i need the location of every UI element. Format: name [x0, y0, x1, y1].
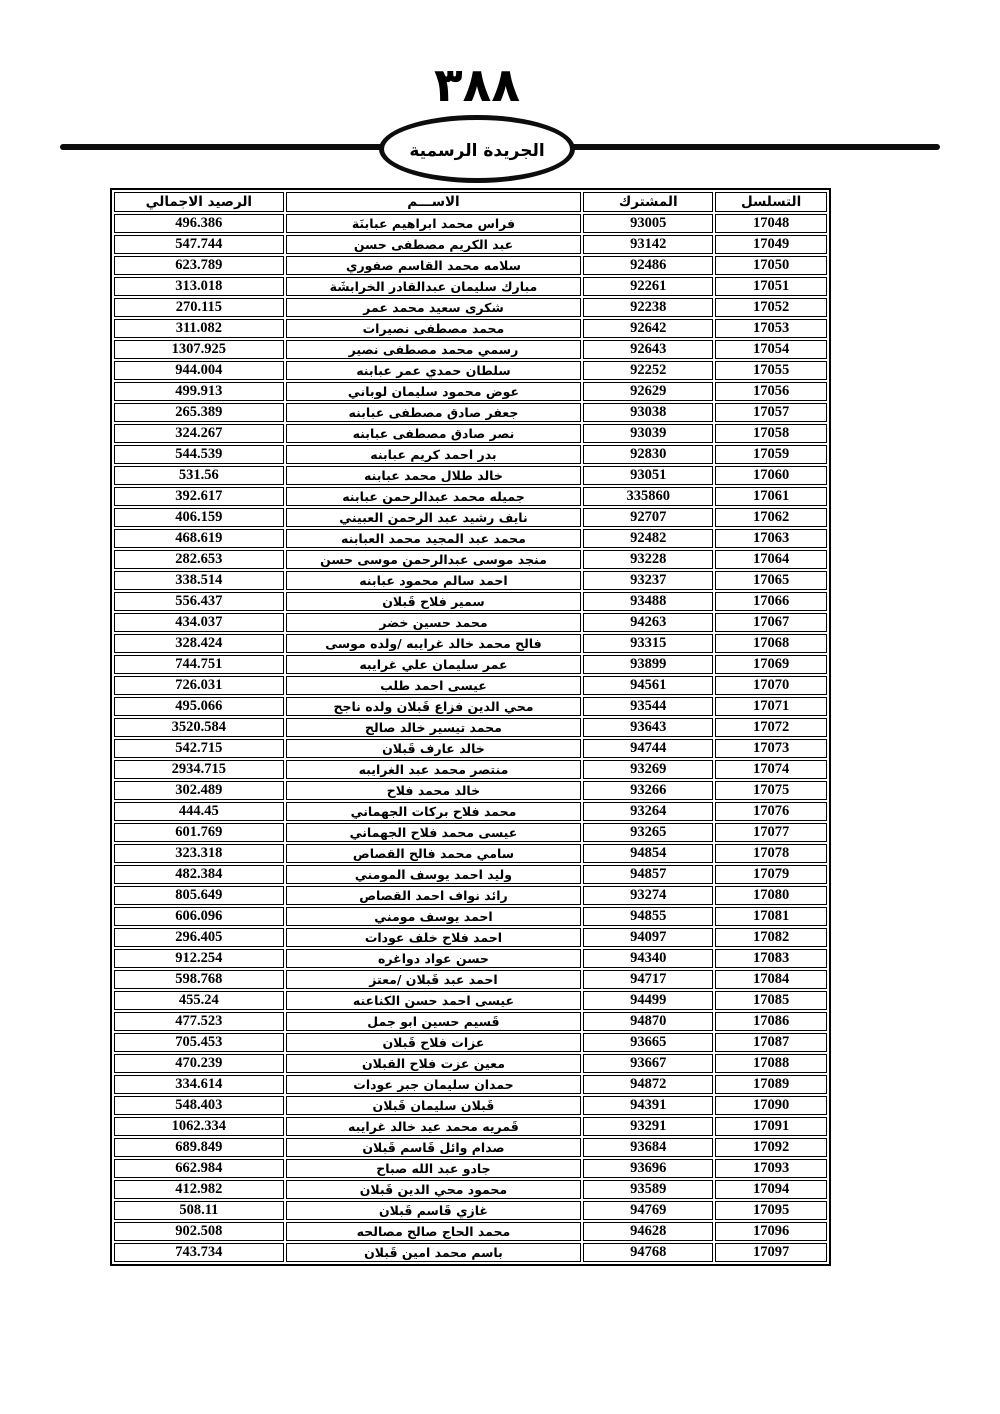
table-row	[114, 403, 827, 422]
table-row	[114, 508, 827, 527]
balance-cell: 542.715	[114, 739, 284, 758]
subscriber-cell: 92252	[583, 361, 713, 380]
subscriber-cell: 93142	[583, 235, 713, 254]
balance-cell: 912.254	[114, 949, 284, 968]
subscriber-cell: 93488	[583, 592, 713, 611]
subscriber-cell: 92486	[583, 256, 713, 275]
subscriber-cell: 94263	[583, 613, 713, 632]
serial-cell: 17076	[715, 802, 827, 821]
balance-cell: 482.384	[114, 865, 284, 884]
balance-cell: 338.514	[114, 571, 284, 590]
table-row	[114, 424, 827, 443]
subscriber-cell: 93291	[583, 1117, 713, 1136]
name-cell: صدام وائل قَاسم قَبلان	[286, 1138, 582, 1157]
name-cell: قَمريه محمد عيد خالد غرايبه	[286, 1117, 582, 1136]
table-row	[114, 319, 827, 338]
subscriber-cell: 335860	[583, 487, 713, 506]
serial-cell: 17065	[715, 571, 827, 590]
subscriber-cell: 94717	[583, 970, 713, 989]
balance-cell: 477.523	[114, 1012, 284, 1031]
name-cell: سلطان حمدي عمر عبابنه	[286, 361, 582, 380]
balance-cell: 455.24	[114, 991, 284, 1010]
balance-cell: 323.318	[114, 844, 284, 863]
table-body	[114, 214, 827, 1262]
name-cell: باسم محمد امين قَبلان	[286, 1243, 582, 1262]
balance-cell: 412.982	[114, 1180, 284, 1199]
balance-cell: 282.653	[114, 550, 284, 569]
serial-cell: 17071	[715, 697, 827, 716]
page-number: ٣٨٨	[433, 58, 521, 113]
table-row	[114, 235, 827, 254]
balance-cell: 531.56	[114, 466, 284, 485]
name-cell: خالد طلال محمد عبابنه	[286, 466, 582, 485]
subscriber-cell: 93643	[583, 718, 713, 737]
subscriber-cell: 94872	[583, 1075, 713, 1094]
balance-cell: 726.031	[114, 676, 284, 695]
table-row	[114, 529, 827, 548]
table-row	[114, 256, 827, 275]
serial-cell: 17063	[715, 529, 827, 548]
subscriber-cell: 94744	[583, 739, 713, 758]
balance-cell: 334.614	[114, 1075, 284, 1094]
serial-cell: 17095	[715, 1201, 827, 1220]
balance-cell: 606.096	[114, 907, 284, 926]
subscriber-cell: 92642	[583, 319, 713, 338]
serial-cell: 17082	[715, 928, 827, 947]
subscriber-cell: 94854	[583, 844, 713, 863]
serial-cell: 17049	[715, 235, 827, 254]
balance-cell: 662.984	[114, 1159, 284, 1178]
subscriber-cell: 94499	[583, 991, 713, 1010]
balance-cell: 805.649	[114, 886, 284, 905]
serial-cell: 17068	[715, 634, 827, 653]
subscriber-cell: 93264	[583, 802, 713, 821]
balance-cell: 392.617	[114, 487, 284, 506]
name-cell: غازي قَاسم قَبلان	[286, 1201, 582, 1220]
subscriber-cell: 92643	[583, 340, 713, 359]
name-cell: احمد عبد قَبلان /معتز	[286, 970, 582, 989]
gazette-banner-ellipse	[379, 115, 575, 183]
subscriber-cell: 94768	[583, 1243, 713, 1262]
serial-cell: 17094	[715, 1180, 827, 1199]
serial-cell: 17097	[715, 1243, 827, 1262]
serial-cell: 17080	[715, 886, 827, 905]
name-cell: محمد فلاح بركات الجهماني	[286, 802, 582, 821]
table-row	[114, 928, 827, 947]
column-header-name: الاســـم	[286, 192, 582, 212]
serial-cell: 17066	[715, 592, 827, 611]
subscriber-cell: 93265	[583, 823, 713, 842]
name-cell: فالح محمد خالد غرايبه /ولده موسى	[286, 634, 582, 653]
name-cell: جادو عبد الله صباح	[286, 1159, 582, 1178]
serial-cell: 17053	[715, 319, 827, 338]
name-cell: قَسيم حسين ابو جمل	[286, 1012, 582, 1031]
serial-cell: 17081	[715, 907, 827, 926]
name-cell: جعفر صادق مصطفى عبابنه	[286, 403, 582, 422]
name-cell: عبد الكريم مصطفى حسن	[286, 235, 582, 254]
balance-cell: 547.744	[114, 235, 284, 254]
table-row	[114, 1096, 827, 1115]
name-cell: عيسى محمد فلاح الجهماني	[286, 823, 582, 842]
balance-cell: 496.386	[114, 214, 284, 233]
name-cell: رائد نواف احمد القصاص	[286, 886, 582, 905]
table-row	[114, 340, 827, 359]
subscriber-cell: 94391	[583, 1096, 713, 1115]
subscriber-cell: 94855	[583, 907, 713, 926]
name-cell: معين عزت فلاح القبلان	[286, 1054, 582, 1073]
name-cell: عمر سليمان علي غرايبه	[286, 655, 582, 674]
table-row	[114, 445, 827, 464]
serial-cell: 17087	[715, 1033, 827, 1052]
subscriber-cell: 93544	[583, 697, 713, 716]
table-row	[114, 949, 827, 968]
name-cell: رسمي محمد مصطفى نصير	[286, 340, 582, 359]
table-row	[114, 739, 827, 758]
subscriber-cell: 94561	[583, 676, 713, 695]
balance-cell: 623.789	[114, 256, 284, 275]
subscriber-cell: 92707	[583, 508, 713, 527]
name-cell: محمود محي الدين قَبلان	[286, 1180, 582, 1199]
subscriber-cell: 93051	[583, 466, 713, 485]
subscriber-cell: 94870	[583, 1012, 713, 1031]
table-row	[114, 1201, 827, 1220]
name-cell: محمد تيسير خالد صالح	[286, 718, 582, 737]
table-row	[114, 487, 827, 506]
subscriber-cell: 93005	[583, 214, 713, 233]
table-row	[114, 802, 827, 821]
balance-cell: 689.849	[114, 1138, 284, 1157]
subscriber-cell: 92261	[583, 277, 713, 296]
balance-cell: 508.11	[114, 1201, 284, 1220]
table-row	[114, 718, 827, 737]
name-cell: محي الدين فزاع قَبلان ولده ناجح	[286, 697, 582, 716]
name-cell: جميله محمد عبدالرحمن عبابنه	[286, 487, 582, 506]
serial-cell: 17055	[715, 361, 827, 380]
serial-cell: 17048	[715, 214, 827, 233]
table-row	[114, 298, 827, 317]
subscriber-cell: 93589	[583, 1180, 713, 1199]
table-row	[114, 1180, 827, 1199]
name-cell: شكرى سعيد محمد عمر	[286, 298, 582, 317]
serial-cell: 17083	[715, 949, 827, 968]
name-cell: سمير فلاح قَبلان	[286, 592, 582, 611]
balance-cell: 444.45	[114, 802, 284, 821]
subscriber-cell: 93315	[583, 634, 713, 653]
subscriber-cell: 93899	[583, 655, 713, 674]
serial-cell: 17091	[715, 1117, 827, 1136]
table-row	[114, 571, 827, 590]
name-cell: خالد عارف قَبلان	[286, 739, 582, 758]
name-cell: احمد يوسف مومني	[286, 907, 582, 926]
subscriber-cell: 94857	[583, 865, 713, 884]
name-cell: نايف رشيد عبد الرحمن العبيني	[286, 508, 582, 527]
table-row	[114, 823, 827, 842]
name-cell: عزات فلاح قَبلان	[286, 1033, 582, 1052]
table-row	[114, 1054, 827, 1073]
table-row	[114, 214, 827, 233]
column-header-subscriber: المشترك	[583, 192, 713, 212]
name-cell: منتصر محمد عبد الغرايبه	[286, 760, 582, 779]
balance-cell: 556.437	[114, 592, 284, 611]
subscriber-cell: 93038	[583, 403, 713, 422]
serial-cell: 17078	[715, 844, 827, 863]
balance-cell: 601.769	[114, 823, 284, 842]
subscriber-cell: 93039	[583, 424, 713, 443]
name-cell: حسن عواد دواغره	[286, 949, 582, 968]
serial-cell: 17085	[715, 991, 827, 1010]
table-row	[114, 466, 827, 485]
table-row	[114, 907, 827, 926]
subscriber-cell: 94628	[583, 1222, 713, 1241]
serial-cell: 17088	[715, 1054, 827, 1073]
name-cell: محمد مصطفى نصيرات	[286, 319, 582, 338]
table-row	[114, 844, 827, 863]
serial-cell: 17093	[715, 1159, 827, 1178]
serial-cell: 17073	[715, 739, 827, 758]
column-header-balance: الرصيد الاجمالي	[114, 192, 284, 212]
serial-cell: 17089	[715, 1075, 827, 1094]
table-row	[114, 781, 827, 800]
balance-cell: 598.768	[114, 970, 284, 989]
name-cell: خالد محمد فلاح	[286, 781, 582, 800]
subscribers-table	[110, 188, 831, 1266]
balance-cell: 1307.925	[114, 340, 284, 359]
balance-cell: 902.508	[114, 1222, 284, 1241]
serial-cell: 17079	[715, 865, 827, 884]
serial-cell: 17067	[715, 613, 827, 632]
table-row	[114, 865, 827, 884]
subscriber-cell: 93274	[583, 886, 713, 905]
serial-cell: 17096	[715, 1222, 827, 1241]
table-row	[114, 592, 827, 611]
subscriber-cell: 94097	[583, 928, 713, 947]
table-row	[114, 361, 827, 380]
serial-cell: 17084	[715, 970, 827, 989]
serial-cell: 17072	[715, 718, 827, 737]
serial-cell: 17056	[715, 382, 827, 401]
name-cell: مبارك سليمان عبدالقادر الخرابشَة	[286, 277, 582, 296]
subscriber-cell: 93266	[583, 781, 713, 800]
serial-cell: 17060	[715, 466, 827, 485]
table-row	[114, 1012, 827, 1031]
subscriber-cell: 93665	[583, 1033, 713, 1052]
balance-cell: 313.018	[114, 277, 284, 296]
table-row	[114, 1075, 827, 1094]
serial-cell: 17074	[715, 760, 827, 779]
balance-cell: 499.913	[114, 382, 284, 401]
name-cell: منجد موسى عبدالرحمن موسى حسن	[286, 550, 582, 569]
balance-cell: 744.751	[114, 655, 284, 674]
serial-cell: 17075	[715, 781, 827, 800]
name-cell: بدر احمد كريم عبابنه	[286, 445, 582, 464]
balance-cell: 944.004	[114, 361, 284, 380]
subscriber-cell: 93228	[583, 550, 713, 569]
subscriber-cell: 92482	[583, 529, 713, 548]
balance-cell: 495.066	[114, 697, 284, 716]
table-row	[114, 277, 827, 296]
table-row	[114, 1138, 827, 1157]
name-cell: محمد الحاج صالح مصالحه	[286, 1222, 582, 1241]
table-row	[114, 1243, 827, 1262]
balance-cell: 302.489	[114, 781, 284, 800]
serial-cell: 17070	[715, 676, 827, 695]
table-row	[114, 697, 827, 716]
table-row	[114, 613, 827, 632]
balance-cell: 544.539	[114, 445, 284, 464]
balance-cell: 265.389	[114, 403, 284, 422]
name-cell: سلامه محمد القاسم صفوري	[286, 256, 582, 275]
table-row	[114, 760, 827, 779]
table-row	[114, 886, 827, 905]
table-row	[114, 634, 827, 653]
name-cell: عيسى احمد طلب	[286, 676, 582, 695]
name-cell: حمدان سليمان جبر عودات	[286, 1075, 582, 1094]
balance-cell: 296.405	[114, 928, 284, 947]
balance-cell: 470.239	[114, 1054, 284, 1073]
column-header-serial: التسلسل	[715, 192, 827, 212]
serial-cell: 17064	[715, 550, 827, 569]
table-row	[114, 550, 827, 569]
serial-cell: 17092	[715, 1138, 827, 1157]
table-header	[114, 192, 827, 212]
table-row	[114, 1117, 827, 1136]
balance-cell: 2934.715	[114, 760, 284, 779]
balance-cell: 311.082	[114, 319, 284, 338]
name-cell: احمد سالم محمود عبابنه	[286, 571, 582, 590]
balance-cell: 270.115	[114, 298, 284, 317]
serial-cell: 17086	[715, 1012, 827, 1031]
serial-cell: 17052	[715, 298, 827, 317]
subscriber-cell: 93667	[583, 1054, 713, 1073]
subscriber-cell: 94340	[583, 949, 713, 968]
table-row	[114, 991, 827, 1010]
balance-cell: 324.267	[114, 424, 284, 443]
name-cell: احمد فلاح خلف عودات	[286, 928, 582, 947]
serial-cell: 17090	[715, 1096, 827, 1115]
subscriber-cell: 93237	[583, 571, 713, 590]
subscriber-cell: 92629	[583, 382, 713, 401]
table-header-row	[114, 192, 827, 212]
table-row	[114, 676, 827, 695]
subscriber-cell: 93684	[583, 1138, 713, 1157]
gazette-banner-title: الجريدة الرسمية	[409, 141, 545, 161]
serial-cell: 17059	[715, 445, 827, 464]
table-row	[114, 1033, 827, 1052]
table-row	[114, 655, 827, 674]
table-row	[114, 970, 827, 989]
name-cell: عوض محمود سليمان لوباني	[286, 382, 582, 401]
balance-cell: 1062.334	[114, 1117, 284, 1136]
subscriber-cell: 92238	[583, 298, 713, 317]
balance-cell: 743.734	[114, 1243, 284, 1262]
serial-cell: 17077	[715, 823, 827, 842]
balance-cell: 468.619	[114, 529, 284, 548]
balance-cell: 705.453	[114, 1033, 284, 1052]
balance-cell: 406.159	[114, 508, 284, 527]
subscriber-cell: 93269	[583, 760, 713, 779]
name-cell: فراس محمد ابراهيم عبابنَة	[286, 214, 582, 233]
serial-cell: 17054	[715, 340, 827, 359]
name-cell: محمد عبد المجيد محمد العبابنه	[286, 529, 582, 548]
serial-cell: 17050	[715, 256, 827, 275]
subscribers-table-wrap	[110, 188, 831, 1266]
name-cell: سامي محمد فالح القصاص	[286, 844, 582, 863]
name-cell: قَبلان سليمان قَبلان	[286, 1096, 582, 1115]
name-cell: عيسى احمد حسن الكناعنه	[286, 991, 582, 1010]
subscriber-cell: 93696	[583, 1159, 713, 1178]
serial-cell: 17051	[715, 277, 827, 296]
serial-cell: 17061	[715, 487, 827, 506]
balance-cell: 434.037	[114, 613, 284, 632]
table-row	[114, 1222, 827, 1241]
subscriber-cell: 94769	[583, 1201, 713, 1220]
name-cell: وليد احمد يوسف المومني	[286, 865, 582, 884]
balance-cell: 548.403	[114, 1096, 284, 1115]
table-row	[114, 1159, 827, 1178]
serial-cell: 17062	[715, 508, 827, 527]
serial-cell: 17057	[715, 403, 827, 422]
name-cell: نصر صادق مصطفى عبابنه	[286, 424, 582, 443]
balance-cell: 328.424	[114, 634, 284, 653]
subscriber-cell: 92830	[583, 445, 713, 464]
serial-cell: 17058	[715, 424, 827, 443]
table-row	[114, 382, 827, 401]
balance-cell: 3520.584	[114, 718, 284, 737]
serial-cell: 17069	[715, 655, 827, 674]
name-cell: محمد حسين خضر	[286, 613, 582, 632]
